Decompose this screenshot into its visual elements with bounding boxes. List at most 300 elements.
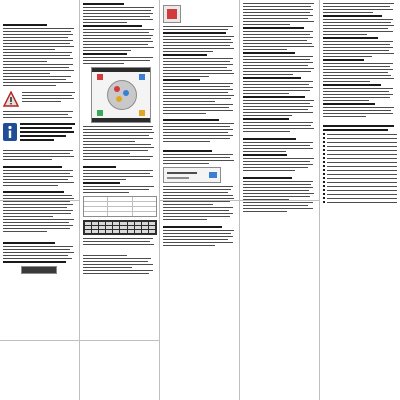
text-line — [163, 58, 233, 59]
text-line — [243, 112, 313, 113]
column-1 — [3, 2, 77, 398]
text-line — [243, 24, 290, 25]
text-line — [3, 242, 55, 244]
text-line — [83, 7, 154, 8]
device-image — [21, 266, 57, 274]
text-line — [83, 156, 153, 157]
text-line — [3, 156, 74, 157]
text-line — [3, 216, 53, 217]
text-line — [163, 192, 228, 193]
text-line — [243, 138, 296, 140]
text-line — [323, 116, 366, 117]
text-line — [83, 126, 153, 127]
list-item — [323, 201, 397, 203]
text-line — [83, 41, 153, 42]
text-line — [323, 25, 394, 26]
text-line — [3, 73, 50, 74]
apps-table — [83, 196, 157, 217]
text-line — [20, 127, 72, 129]
text-line — [323, 113, 393, 114]
text-line — [243, 74, 293, 75]
text-line — [3, 55, 70, 56]
text-line — [163, 239, 228, 240]
text-line — [163, 113, 206, 114]
text-line — [83, 16, 150, 17]
text-line — [243, 205, 308, 206]
text-line — [3, 170, 73, 171]
text-line — [163, 101, 215, 102]
text-line — [163, 138, 230, 139]
list-item — [323, 173, 397, 175]
text-line — [3, 222, 69, 223]
text-line — [243, 40, 307, 41]
text-line — [3, 173, 70, 174]
text-line — [243, 184, 311, 185]
text-line — [323, 94, 393, 95]
text-line — [163, 186, 233, 187]
text-line — [3, 79, 66, 80]
text-line — [243, 187, 313, 188]
text-line — [243, 18, 308, 19]
text-line — [3, 252, 74, 253]
text-line — [83, 150, 148, 151]
list-item — [323, 177, 397, 179]
text-line — [163, 230, 234, 231]
text-line — [83, 255, 127, 256]
text-line — [323, 110, 391, 111]
text-line — [83, 189, 149, 190]
text-line — [243, 96, 305, 98]
text-line — [243, 71, 311, 72]
text-line — [243, 37, 313, 38]
text-line — [163, 79, 200, 81]
text-line — [323, 88, 393, 89]
text-line — [323, 22, 391, 23]
text-line — [3, 249, 70, 250]
text-line — [323, 53, 394, 54]
text-line — [83, 258, 151, 259]
text-line — [20, 123, 75, 125]
text-line — [243, 3, 314, 4]
text-line — [163, 110, 233, 111]
text-line — [83, 179, 126, 180]
text-line — [22, 101, 61, 102]
text-line — [83, 47, 154, 48]
text-line — [3, 261, 66, 263]
text-line — [323, 44, 390, 45]
text-line — [3, 28, 74, 29]
text-line — [163, 198, 234, 199]
text-line — [3, 67, 69, 68]
text-line — [243, 34, 310, 35]
list-item — [323, 197, 397, 199]
text-line — [3, 64, 73, 65]
text-line — [83, 132, 154, 133]
text-line — [243, 148, 313, 149]
text-line — [22, 95, 72, 96]
text-line — [163, 123, 234, 124]
text-line — [163, 132, 228, 133]
text-line — [163, 129, 233, 130]
text-line — [323, 6, 390, 7]
text-line — [323, 69, 393, 70]
text-line — [22, 98, 74, 99]
text-line — [163, 92, 228, 93]
text-line — [243, 9, 313, 10]
text-line — [243, 154, 287, 156]
text-line — [163, 204, 213, 205]
text-line — [83, 10, 151, 11]
text-line — [163, 29, 228, 30]
list-item — [323, 153, 397, 155]
text-line — [323, 107, 394, 108]
text-line — [83, 19, 153, 20]
text-line — [323, 19, 393, 20]
text-line — [243, 81, 313, 82]
text-line — [83, 22, 127, 23]
text-line — [243, 118, 289, 120]
app-screenshot — [163, 5, 181, 23]
text-line — [163, 119, 219, 121]
text-line — [3, 204, 73, 205]
text-line — [323, 34, 367, 35]
text-line — [243, 177, 292, 179]
text-line — [163, 51, 213, 52]
text-line — [323, 37, 378, 39]
text-line — [243, 109, 308, 110]
text-line — [3, 52, 72, 53]
warning-icon — [3, 91, 19, 107]
text-line — [83, 38, 151, 39]
text-line — [83, 176, 153, 177]
text-line — [323, 31, 393, 32]
text-line — [243, 151, 286, 152]
text-line — [163, 160, 234, 161]
text-line — [243, 106, 313, 107]
text-line — [83, 3, 124, 5]
text-line — [83, 147, 154, 148]
info-icon — [3, 123, 17, 141]
text-line — [163, 26, 233, 27]
text-line — [163, 213, 233, 214]
list-item — [323, 149, 397, 151]
text-line — [243, 90, 310, 91]
text-line — [3, 34, 73, 35]
text-line — [243, 142, 313, 143]
text-line — [3, 111, 73, 112]
text-line — [20, 131, 74, 133]
text-line — [3, 70, 74, 71]
text-line — [3, 176, 73, 177]
text-line — [163, 89, 233, 90]
text-line — [3, 24, 47, 26]
text-line — [3, 46, 74, 47]
text-line — [323, 97, 390, 98]
text-line — [243, 131, 290, 132]
text-line — [83, 13, 153, 14]
text-line — [243, 115, 292, 116]
text-line — [323, 9, 393, 10]
text-line — [83, 57, 153, 58]
text-line — [83, 170, 153, 171]
text-line — [3, 207, 67, 208]
list-item — [323, 185, 397, 187]
settings-screenshot — [163, 167, 221, 183]
text-line — [323, 47, 393, 48]
text-line — [243, 77, 301, 79]
text-line — [3, 85, 56, 86]
text-line — [163, 150, 212, 152]
text-line — [163, 216, 230, 217]
text-line — [243, 170, 295, 171]
text-line — [243, 6, 311, 7]
text-line — [243, 145, 310, 146]
text-line — [83, 25, 142, 27]
list-item — [323, 165, 397, 167]
text-line — [83, 60, 150, 61]
text-line — [163, 226, 222, 228]
text-line — [323, 50, 389, 51]
text-line — [163, 154, 233, 155]
keyboard-screenshot — [83, 220, 157, 235]
text-line — [83, 63, 124, 64]
text-line — [243, 199, 289, 200]
text-line — [3, 31, 71, 32]
text-line — [323, 129, 388, 131]
text-line — [83, 44, 148, 45]
text-line — [83, 153, 130, 154]
text-line — [3, 210, 73, 211]
text-line — [163, 189, 231, 190]
text-line — [163, 201, 230, 202]
text-line — [163, 107, 229, 108]
text-line — [163, 32, 226, 34]
text-line — [163, 219, 207, 220]
text-line — [323, 56, 372, 57]
text-line — [323, 78, 394, 79]
text-line — [3, 37, 68, 38]
text-line — [163, 70, 232, 71]
text-line — [323, 28, 388, 29]
text-line — [83, 35, 153, 36]
column-3 — [163, 2, 237, 398]
text-line — [243, 128, 314, 129]
text-line — [163, 83, 233, 84]
text-line — [3, 219, 74, 220]
text-line — [243, 161, 310, 162]
text-line — [163, 195, 233, 196]
text-line — [243, 49, 287, 50]
text-line — [83, 29, 154, 30]
text-line — [83, 241, 150, 242]
text-line — [83, 273, 149, 274]
text-line — [163, 210, 229, 211]
text-line — [3, 179, 68, 180]
text-line — [243, 12, 310, 13]
text-line — [3, 61, 47, 62]
text-line — [22, 92, 75, 93]
text-line — [163, 126, 230, 127]
text-line — [163, 54, 207, 56]
text-line — [20, 135, 66, 137]
text-line — [323, 84, 381, 86]
list-item — [323, 181, 397, 183]
text-line — [243, 190, 309, 191]
text-line — [243, 196, 310, 197]
text-line — [3, 213, 71, 214]
text-line — [243, 56, 313, 57]
text-line — [243, 21, 314, 22]
text-line — [3, 114, 68, 115]
text-line — [323, 12, 373, 13]
home-screen-screenshot — [91, 67, 151, 123]
text-line — [163, 64, 233, 65]
table-row — [84, 212, 156, 216]
list-item — [323, 161, 397, 163]
text-line — [323, 81, 370, 82]
text-line — [83, 32, 149, 33]
text-line — [243, 68, 314, 69]
text-line — [163, 207, 233, 208]
list-item — [323, 193, 397, 195]
text-line — [83, 270, 153, 271]
text-line — [243, 93, 289, 94]
text-line — [163, 98, 231, 99]
text-line — [323, 59, 364, 61]
text-line — [243, 167, 308, 168]
text-line — [163, 163, 209, 164]
text-line — [323, 66, 390, 67]
text-line — [83, 50, 131, 51]
text-line — [163, 233, 231, 234]
list-item — [323, 157, 397, 159]
text-line — [3, 246, 73, 247]
text-line — [3, 258, 72, 259]
text-line — [163, 236, 233, 237]
text-line — [3, 43, 70, 44]
text-line — [3, 185, 58, 186]
text-line — [83, 141, 135, 142]
text-line — [243, 208, 313, 209]
text-line — [163, 67, 227, 68]
text-line — [3, 191, 64, 193]
text-line — [243, 46, 314, 47]
text-line — [243, 202, 313, 203]
column-2 — [83, 2, 157, 398]
text-line — [3, 195, 72, 196]
text-line — [243, 31, 313, 32]
text-line — [3, 225, 73, 226]
text-line — [163, 48, 234, 49]
text-line — [163, 61, 230, 62]
text-line — [243, 125, 311, 126]
text-line — [163, 157, 230, 158]
text-line — [3, 153, 70, 154]
text-line — [243, 15, 313, 16]
text-line — [83, 144, 151, 145]
text-line — [243, 52, 295, 54]
text-line — [3, 117, 72, 118]
text-line — [3, 182, 74, 183]
text-line — [243, 100, 314, 101]
text-line — [83, 129, 152, 130]
text-line — [83, 182, 120, 184]
text-line — [243, 158, 314, 159]
text-line — [3, 159, 52, 160]
list-item — [323, 169, 397, 171]
text-line — [20, 139, 54, 141]
text-line — [3, 166, 62, 168]
text-line — [83, 238, 153, 239]
text-line — [323, 63, 393, 64]
text-line — [3, 58, 73, 59]
text-line — [163, 242, 233, 243]
text-line — [163, 135, 233, 136]
text-line — [243, 27, 304, 29]
text-line — [243, 62, 313, 63]
text-line — [243, 59, 310, 60]
text-line — [83, 267, 132, 268]
text-line — [243, 43, 312, 44]
column-5 — [323, 2, 397, 398]
text-line — [163, 141, 210, 142]
text-line — [83, 244, 154, 245]
list-item — [323, 133, 397, 135]
text-line — [3, 231, 47, 232]
text-line — [323, 72, 388, 73]
list-item — [323, 145, 397, 147]
text-line — [163, 45, 230, 46]
text-line — [163, 42, 233, 43]
text-line — [83, 264, 153, 265]
text-line — [323, 100, 369, 101]
text-line — [323, 15, 382, 17]
text-line — [3, 201, 70, 202]
text-line — [83, 135, 149, 136]
text-line — [243, 193, 314, 194]
text-line — [3, 82, 73, 83]
text-line — [3, 76, 71, 77]
text-line — [243, 87, 313, 88]
text-line — [83, 192, 129, 193]
text-line — [243, 122, 313, 123]
text-line — [163, 73, 234, 74]
text-line — [163, 245, 215, 246]
text-line — [323, 41, 393, 42]
text-line — [83, 186, 154, 187]
list-item — [323, 141, 397, 143]
text-line — [83, 138, 153, 139]
text-line — [323, 3, 394, 4]
text-line — [3, 255, 68, 256]
text-line — [3, 228, 70, 229]
text-line — [163, 76, 209, 77]
text-line — [323, 103, 375, 105]
column-4 — [243, 2, 317, 398]
text-line — [243, 103, 310, 104]
text-line — [243, 164, 313, 165]
text-line — [323, 75, 391, 76]
text-line — [323, 125, 394, 127]
text-line — [163, 39, 231, 40]
text-line — [3, 40, 73, 41]
text-line — [3, 150, 73, 151]
text-line — [243, 84, 309, 85]
text-line — [83, 261, 148, 262]
text-line — [83, 159, 150, 160]
text-line — [163, 86, 230, 87]
text-line — [243, 211, 287, 212]
